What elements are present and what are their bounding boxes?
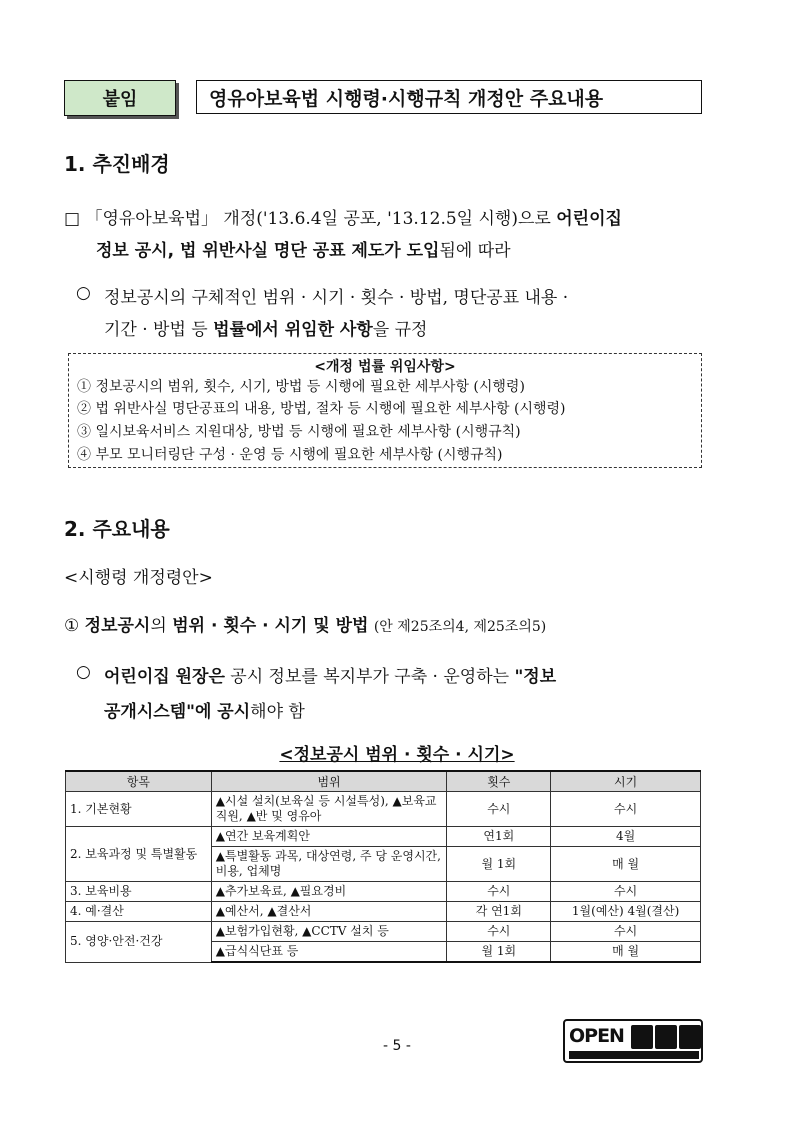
section2-heading: 2. 주요내용 — [64, 517, 170, 541]
item1-bullet: ○ — [76, 662, 91, 682]
para2-line1: 정보공시의 구체적인 범위 · 시기 · 횟수 · 방법, 명단공표 내용 · — [104, 288, 569, 308]
table-header-row — [66, 771, 701, 792]
para1-line2 — [96, 236, 511, 261]
cell-count: 각 연1회 — [447, 902, 551, 922]
cell-item: 5. 영양·안전·건강 — [66, 922, 212, 963]
item1-reference: (안 제25조의4, 제25조의5) — [373, 619, 547, 635]
para1-line1 — [64, 204, 622, 229]
para1-line2-bold: 정보 공시, 법 위반사실 명단 공표 제도가 도입 — [96, 241, 440, 261]
cell-item: 3. 보육비용 — [66, 882, 212, 902]
item1-bold2: 범위 · 횟수 · 시기 및 방법 — [172, 616, 369, 636]
attachment-label — [64, 80, 176, 116]
delegation-item: ① 정보공시의 범위, 횟수, 시기, 방법 등 시행에 필요한 세부사항 (시행령) — [77, 379, 525, 395]
cell-scope: ▲추가보육료, ▲필요경비 — [211, 882, 447, 902]
delegation-item: ② 법 위반사실 명단공표의 내용, 방법, 절차 등 시행에 필요한 세부사항 (시행령) — [77, 401, 566, 417]
delegation-box-title: <개정 법률 위임사항> — [314, 359, 456, 375]
header-scope: 범위 — [211, 771, 447, 792]
cell-scope: ▲연간 보육계획안 — [211, 827, 447, 847]
item1-line2 — [104, 697, 305, 722]
para2-line2-pre: 기간 · 방법 등 — [104, 320, 208, 340]
item1-line1-text: 공시 정보를 복지부가 구축 · 운영하는 — [230, 667, 510, 687]
item1-line1 — [104, 662, 556, 687]
cell-time: 1월(예산) 4월(결산) — [551, 902, 701, 922]
cell-scope: ▲시설 설치(보육실 등 시설특성), ▲보육교직원, ▲반 및 영유아 — [211, 792, 447, 827]
cell-scope: ▲예산서, ▲결산서 — [211, 902, 447, 922]
cell-count: 월 1회 — [447, 942, 551, 963]
document-title-text: 영유아보육법 시행령·시행규칙 개정안 주요내용 — [209, 87, 604, 110]
item1-line1-bold2: "정보 — [514, 667, 557, 687]
cell-count: 수시 — [447, 882, 551, 902]
table-caption: <정보공시 범위 · 횟수 · 시기> — [279, 745, 515, 765]
item1-mid: 의 — [150, 616, 167, 636]
para1-line2-text: 됨에 따라 — [439, 241, 511, 261]
cell-count: 수시 — [447, 792, 551, 827]
cell-time: 수시 — [551, 882, 701, 902]
cell-scope: ▲급식식단표 등 — [211, 942, 447, 963]
header-item: 항목 — [66, 771, 212, 792]
cell-item: 4. 예·결산 — [66, 902, 212, 922]
delegation-item: ③ 일시보육서비스 지원대상, 방법 등 시행에 필요한 세부사항 (시행규칙) — [77, 424, 521, 440]
section1-heading: 1. 추진배경 — [64, 152, 170, 176]
cell-time: 수시 — [551, 922, 701, 942]
delegation-box — [68, 353, 702, 468]
document-title — [196, 80, 702, 114]
cell-time: 매 월 — [551, 942, 701, 963]
cell-scope: ▲특별활동 과목, 대상연령, 주 당 운영시간, 비용, 업체명 — [211, 847, 447, 882]
delegation-item: ④ 부모 모니터링단 구성 · 운영 등 시행에 필요한 세부사항 (시행규칙) — [77, 447, 503, 463]
table-row — [66, 882, 701, 902]
attribution-icon — [631, 1025, 653, 1049]
section2-subheading: <시행령 개정령안> — [64, 568, 213, 588]
cell-item: 2. 보육과정 및 특별활동 — [66, 827, 212, 882]
cell-time: 4월 — [551, 827, 701, 847]
para2-line2 — [104, 315, 427, 340]
cell-time: 매 월 — [551, 847, 701, 882]
page-number: - 5 - — [383, 1038, 411, 1054]
item1-line2-text: 해야 함 — [250, 702, 305, 722]
cell-scope: ▲보험가입현황, ▲CCTV 설치 등 — [211, 922, 447, 942]
para2-line2-post: 을 규정 — [372, 320, 428, 340]
open-license-logo — [563, 1019, 703, 1063]
cell-time: 수시 — [551, 792, 701, 827]
header-time: 시기 — [551, 771, 701, 792]
item1-number: ① — [64, 616, 80, 636]
table-row — [66, 922, 701, 942]
cell-count: 월 1회 — [447, 847, 551, 882]
para1-line1-text: □ 「영유아보육법」 개정('13.6.4일 공포, '13.12.5일 시행)으로 — [64, 209, 551, 229]
open-logo-caption-bar — [569, 1051, 699, 1059]
para2-bullet: ○ — [76, 283, 91, 303]
header-count: 횟수 — [447, 771, 551, 792]
item1-bold1: 정보공시 — [84, 616, 151, 636]
table-row — [66, 902, 701, 922]
cell-count: 연1회 — [447, 827, 551, 847]
disclosure-table — [65, 770, 701, 963]
table-row — [66, 792, 701, 827]
table-row — [66, 827, 701, 847]
para2-line2-bold: 법률에서 위임한 사항 — [213, 320, 373, 340]
cell-count: 수시 — [447, 922, 551, 942]
no-derivatives-icon — [679, 1025, 701, 1049]
item1-line2-bold: 공개시스템"에 공시 — [104, 702, 251, 722]
attachment-label-text: 붙임 — [102, 89, 138, 110]
item1-heading — [64, 611, 546, 636]
open-logo-text: OPEN — [569, 1025, 624, 1047]
noncommercial-icon — [655, 1025, 677, 1049]
para1-line1-bold: 어린이집 — [556, 209, 622, 229]
cell-item: 1. 기본현황 — [66, 792, 212, 827]
item1-line1-bold: 어린이집 원장은 — [104, 667, 225, 687]
